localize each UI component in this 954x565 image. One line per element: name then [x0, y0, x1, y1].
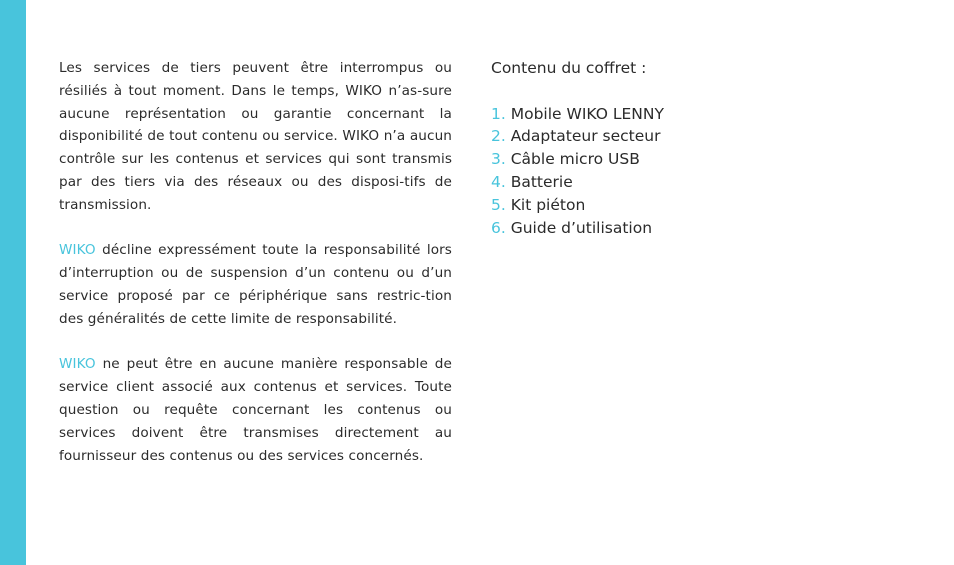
paragraph-text: décline expressément toute la responsabilité lors d’interruption ou de suspension d’un contenu ou d’un service proposé par ce périphérique sans restric-tion des généralités de cette limite de responsabilité. — [59, 242, 452, 327]
list-item — [491, 125, 791, 148]
list-item — [491, 148, 791, 171]
item-label: Adaptateur secteur — [505, 127, 661, 146]
paragraph-third-party-services: Les services de tiers peuvent être interrompus ou résiliés à tout moment. Dans le temps, WIKO n’as-sure aucune représentation ou garantie concernant la disponibilité de tout contenu ou service. WIKO n’a aucun contrôle sur les contenus et services qui sont transmis par des tiers via des réseaux ou des disposi-tifs de transmission. — [59, 60, 452, 213]
paragraph-liability-disclaimer — [59, 239, 452, 330]
item-label: Câble micro USB — [505, 150, 640, 169]
list-item — [491, 194, 791, 217]
brand-name: WIKO — [59, 242, 96, 259]
paragraph-customer-service — [59, 353, 452, 467]
paragraph-text: ne peut être en aucune manière responsable de service client associé aux contenus et services. Toute question ou requête concernant les contenus ou services doivent être transmises directement au fournisseur des contenus ou des services concernés. — [59, 356, 452, 464]
item-number: 5. — [491, 195, 506, 214]
legal-text-column — [59, 57, 452, 467]
item-number: 2. — [491, 127, 506, 146]
list-item — [491, 171, 791, 194]
brand-name: WIKO — [59, 356, 96, 373]
item-label: Batterie — [505, 172, 573, 191]
item-label: Kit piéton — [505, 195, 586, 214]
box-contents-column — [491, 57, 791, 239]
list-item — [491, 103, 791, 126]
list-item — [491, 217, 791, 240]
item-number: 4. — [491, 172, 506, 191]
item-number: 1. — [491, 104, 506, 123]
item-number: 3. — [491, 150, 506, 169]
box-contents-list — [491, 103, 791, 240]
item-number: 6. — [491, 218, 506, 237]
item-label: Guide d’utilisation — [505, 218, 653, 237]
box-contents-title: Contenu du coffret : — [491, 59, 647, 77]
item-label: Mobile WIKO LENNY — [505, 104, 664, 123]
side-accent-bar — [0, 0, 26, 565]
